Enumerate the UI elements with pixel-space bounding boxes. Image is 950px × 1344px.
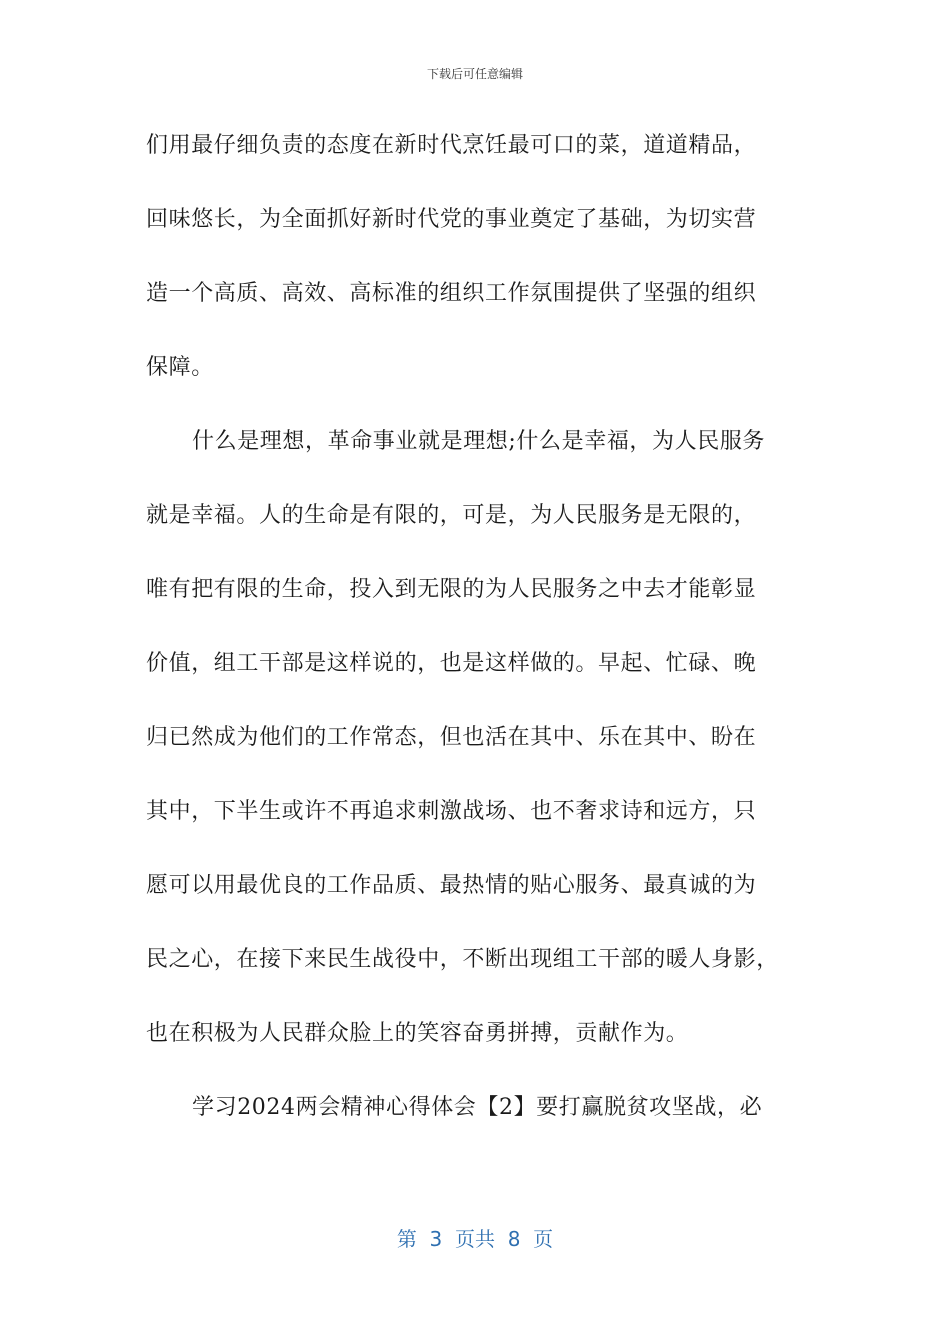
text-line: 价值，组工干部是这样说的，也是这样做的。早起、忙碌、晚 — [146, 651, 757, 676]
paragraph-first-line: 学习2024两会精神心得体会【2】要打赢脱贫攻坚战，必 — [192, 1095, 763, 1120]
page-header: 下载后可任意编辑 — [426, 67, 523, 81]
text-line: 也在积极为人民群众脸上的笑容奋勇拼搏，贡献作为。 — [146, 1021, 689, 1046]
text-line: 造一个高质、高效、高标准的组织工作氛围提供了坚强的组织 — [146, 281, 757, 306]
text-line: 归已然成为他们的工作常态，但也活在其中、乐在其中、盼在 — [146, 725, 757, 750]
text-line: 回味悠长，为全面抓好新时代党的事业奠定了基础，为切实营 — [146, 207, 757, 232]
text-line: 就是幸福。人的生命是有限的，可是，为人民服务是无限的， — [146, 503, 757, 528]
text-line: 民之心，在接下来民生战役中，不断出现组工干部的暖人身影， — [146, 947, 779, 972]
document-body — [146, 124, 818, 1160]
text-line: 唯有把有限的生命，投入到无限的为人民服务之中去才能彰显 — [146, 577, 757, 602]
text-line: 保障。 — [146, 355, 214, 380]
text-line: 愿可以用最优良的工作品质、最热情的贴心服务、最真诚的为 — [146, 873, 757, 898]
page-number-footer: 第 3 页共 8 页 — [396, 1227, 554, 1251]
paragraph-first-line: 什么是理想，革命事业就是理想;什么是幸福，为人民服务 — [192, 429, 766, 454]
text-line: 其中，下半生或许不再追求刺激战场、也不奢求诗和远方，只 — [146, 799, 757, 824]
text-line: 们用最仔细负责的态度在新时代烹饪最可口的菜，道道精品， — [146, 133, 757, 158]
